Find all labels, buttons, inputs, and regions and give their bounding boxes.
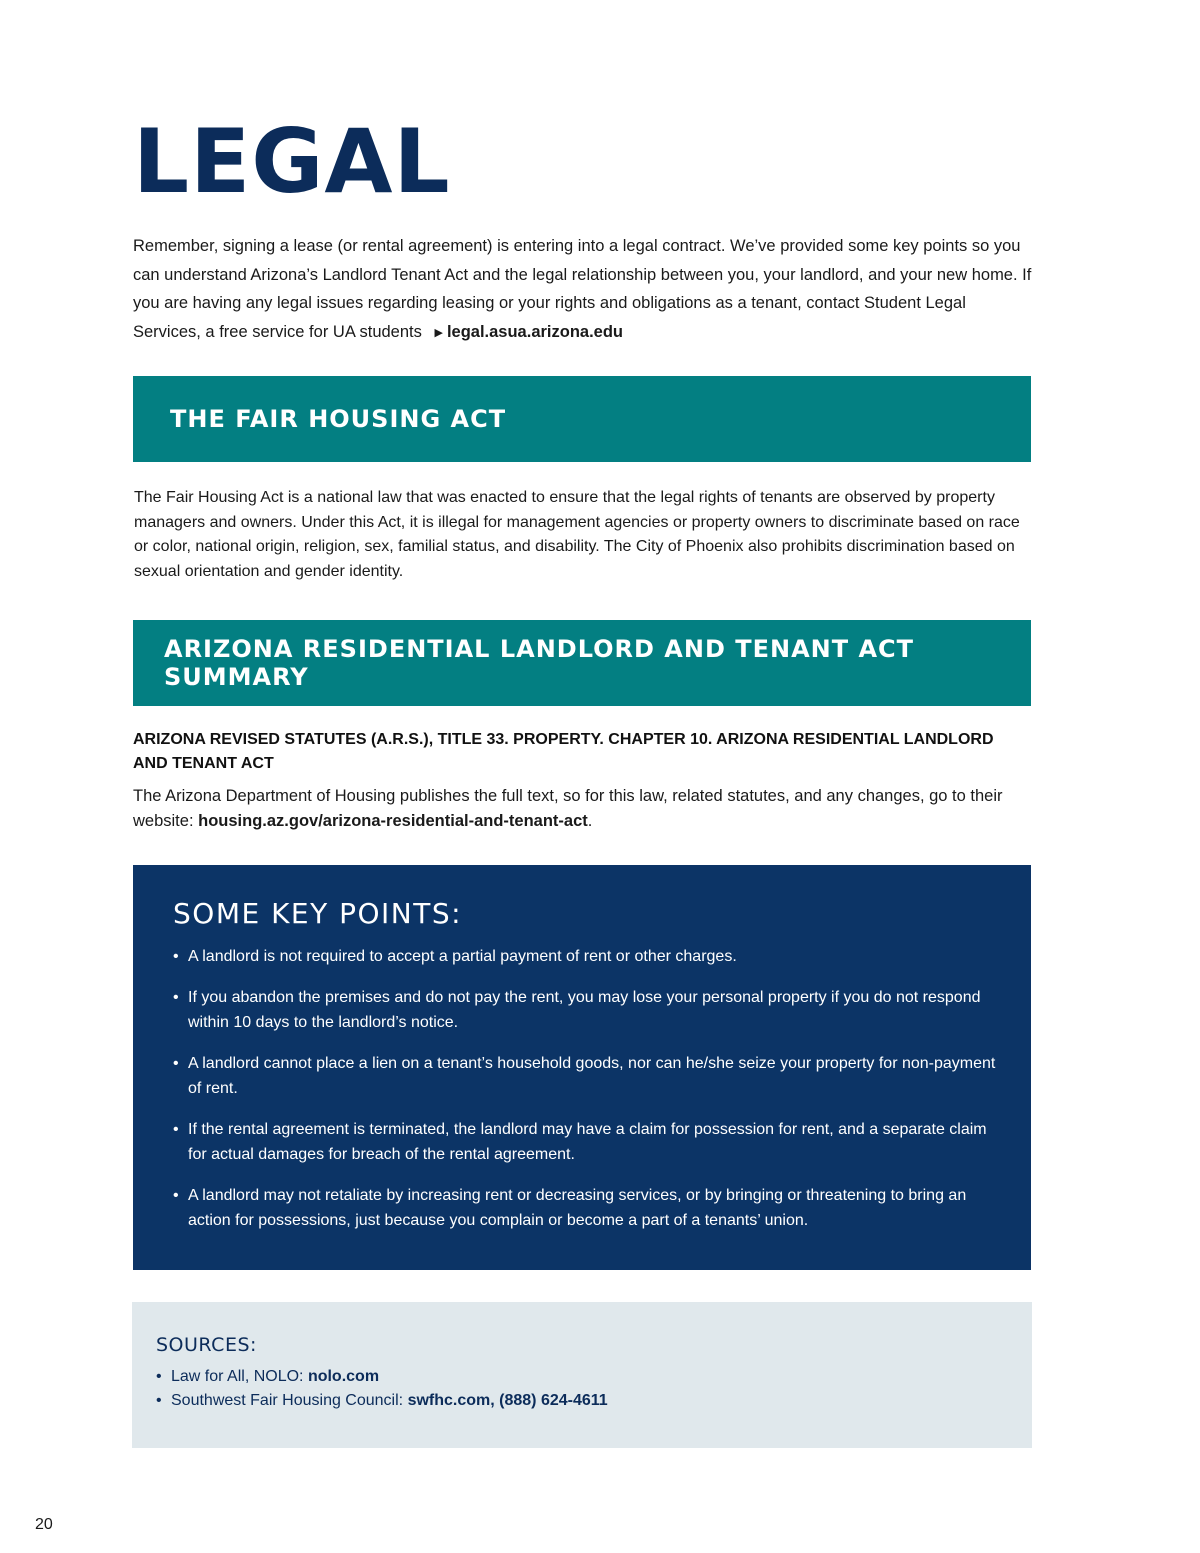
sources-list bbox=[156, 1365, 1008, 1413]
list-item bbox=[156, 1365, 1008, 1389]
arizona-act-body-suffix: . bbox=[587, 811, 593, 830]
bullet-icon: • bbox=[156, 1368, 162, 1385]
list-item bbox=[173, 1051, 1008, 1101]
caret-right-icon: ▶ bbox=[434, 326, 443, 339]
page-title: LEGAL bbox=[133, 110, 451, 213]
bullet-icon: • bbox=[156, 1392, 162, 1409]
page-number: 20 bbox=[35, 1516, 53, 1533]
fair-housing-heading: THE FAIR HOUSING ACT bbox=[170, 405, 507, 433]
key-points-list bbox=[173, 944, 996, 1233]
source-label: Southwest Fair Housing Council: bbox=[171, 1392, 408, 1409]
list-item bbox=[173, 1183, 1008, 1233]
list-item bbox=[156, 1389, 1008, 1413]
bullet-icon: • bbox=[173, 1121, 179, 1138]
bullet-icon: • bbox=[173, 948, 179, 965]
arizona-act-body bbox=[133, 784, 1033, 833]
intro-text: Remember, signing a lease (or rental agreement) is entering into a legal contract. We’ve provided some key points so you can understand Arizona’s Landlord Tenant Act and the legal relationship between you, your landlord, and your new home. If you are having any legal issues regarding leasing or your rights and obligations as a tenant, contact Student Legal Services, a free service for UA students bbox=[133, 237, 1032, 341]
student-legal-services-link[interactable]: legal.asua.arizona.edu bbox=[446, 322, 623, 341]
sources-box bbox=[132, 1302, 1032, 1448]
key-points-box bbox=[133, 865, 1031, 1270]
key-point-text: A landlord is not required to accept a partial payment of rent or other charges. bbox=[188, 948, 737, 965]
swfhc-link[interactable]: swfhc.com bbox=[407, 1392, 491, 1409]
fair-housing-body: The Fair Housing Act is a national law that was enacted to ensure that the legal rights of tenants are observed by property managers and owners. Under this Act, it is illegal for management agencies or property owners to discriminate based on race or color, national origin, religion, sex, familial status, and disability. The City of Phoenix also prohibits discrimination based on sexual orientation and gender identity. bbox=[134, 489, 1020, 581]
housing-az-link[interactable]: housing.az.gov/arizona-residential-and-tenant-act bbox=[198, 811, 588, 830]
sources-heading: SOURCES: bbox=[156, 1334, 257, 1356]
nolo-link[interactable]: nolo.com bbox=[307, 1368, 380, 1385]
key-point-text: If you abandon the premises and do not pay the rent, you may lose your personal property if you do not respond within 10 days to the landlord’s notice. bbox=[188, 989, 981, 1031]
source-separator: , bbox=[490, 1392, 500, 1409]
fair-housing-header bbox=[133, 376, 1031, 462]
bullet-icon: • bbox=[173, 1055, 179, 1072]
key-point-text: A landlord cannot place a lien on a tenant’s household goods, nor can he/she seize your property for non-payment of rent. bbox=[188, 1055, 996, 1097]
arizona-act-heading: ARIZONA RESIDENTIAL LANDLORD AND TENANT ACT SUMMARY bbox=[164, 635, 915, 691]
swfhc-phone[interactable]: (888) 624-4611 bbox=[499, 1392, 608, 1409]
list-item bbox=[173, 985, 1008, 1035]
list-item bbox=[173, 1117, 1008, 1167]
source-label: Law for All, NOLO: bbox=[171, 1368, 308, 1385]
key-point-text: A landlord may not retaliate by increasing rent or decreasing services, or by bringing or threatening to bring an action for possessions, just because you complain or become a part of a tenants’ union. bbox=[188, 1187, 967, 1229]
arizona-act-header bbox=[133, 620, 1031, 706]
key-point-text: If the rental agreement is terminated, the landlord may have a claim for possession for rent, and a separate claim for actual damages for breach of the rental agreement. bbox=[188, 1121, 987, 1163]
key-points-heading: SOME KEY POINTS: bbox=[173, 897, 463, 930]
bullet-icon: • bbox=[173, 989, 179, 1006]
list-item bbox=[173, 944, 1008, 969]
intro-paragraph bbox=[133, 232, 1033, 347]
arizona-act-body-prefix: The Arizona Department of Housing publishes the full text, so for this law, related statutes, and any changes, go to their website: bbox=[133, 787, 1003, 830]
bullet-icon: • bbox=[173, 1187, 179, 1204]
statute-title: ARIZONA REVISED STATUTES (A.R.S.), TITLE 33. PROPERTY. CHAPTER 10. ARIZONA RESIDENTIAL LANDLORD AND TENANT ACT bbox=[133, 731, 994, 772]
